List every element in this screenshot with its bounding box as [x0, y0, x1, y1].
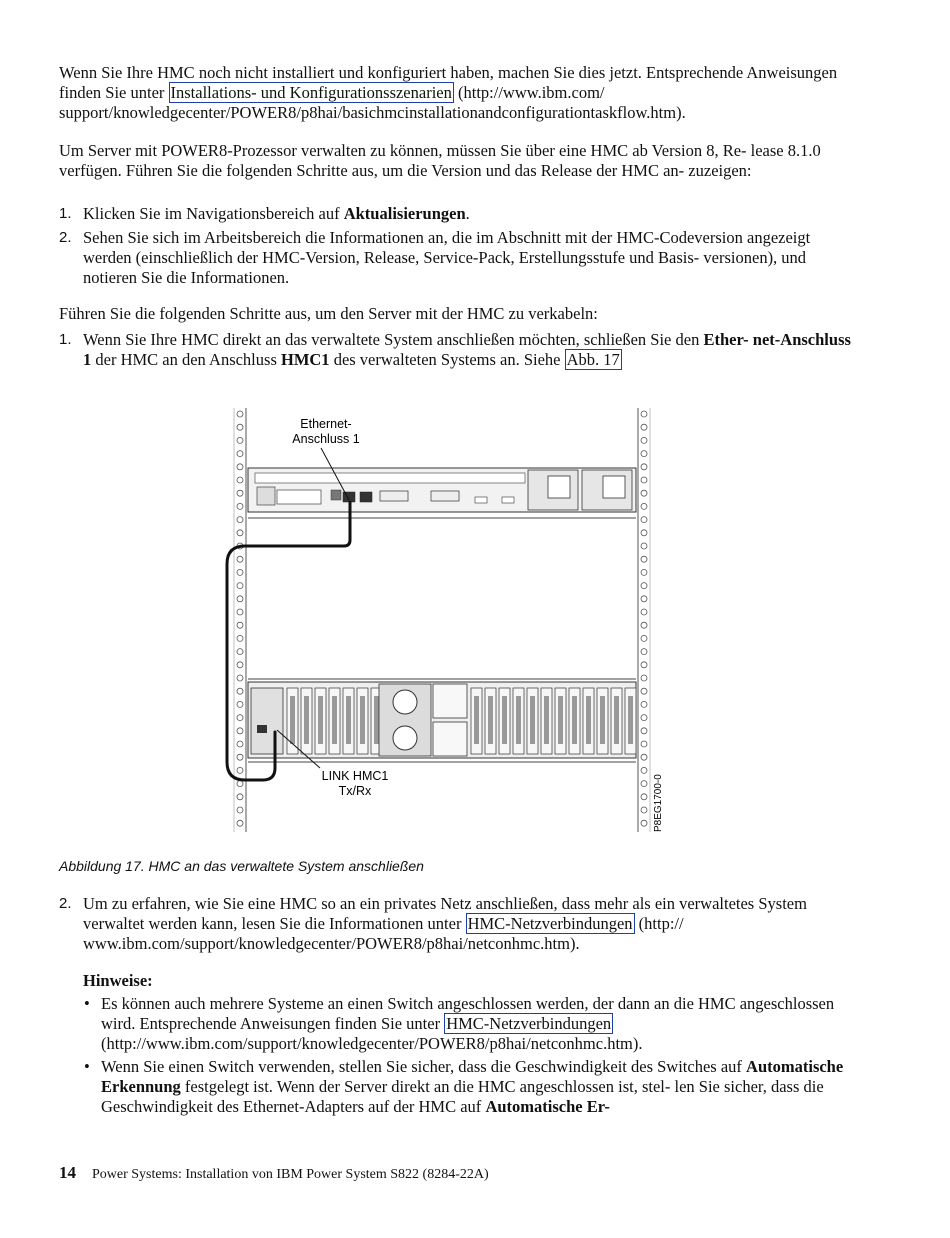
rack-hole	[237, 622, 243, 628]
rack-hole	[237, 662, 243, 668]
intro-paragraph: Wenn Sie Ihre HMC noch nicht installiert und konfiguriert haben, machen Sie dies jetzt. Entsprechende Anweisungen finden Sie unter Installations- und Konfigurationsszenarien (http://www.ibm.com/ support/knowledgecenter/POWER8/p8hai/basichmcinstallationandconfigurationtaskflow.htm).	[59, 63, 838, 122]
hmc-connection-figure	[215, 400, 675, 845]
rack-hole	[641, 596, 647, 602]
label-ethernet-1: Ethernet-	[300, 417, 352, 431]
rack-hole	[237, 556, 243, 562]
rack-rail-right	[638, 408, 650, 832]
rack-hole	[641, 781, 647, 787]
managed-system-unit	[248, 679, 636, 762]
ethernet-port-1	[343, 492, 355, 502]
rack-hole	[641, 635, 647, 641]
slot-vent	[516, 696, 521, 744]
rack-hole	[237, 490, 243, 496]
rack-hole	[237, 503, 243, 509]
rack-hole	[641, 754, 647, 760]
rack-hole	[237, 781, 243, 787]
slot-vent	[614, 696, 619, 744]
rack-hole	[641, 530, 647, 536]
list-item-b1: 1. Wenn Sie Ihre HMC direkt an das verwaltete System anschließen möchten, schließen Sie den Ether- net-Anschluss 1 der HMC an den Anschluss HMC1 des verwalteten Systems an. Siehe Abb. 17	[59, 330, 851, 369]
note-item-2: • Wenn Sie einen Switch verwenden, stellen Sie sicher, dass die Geschwindigkeit des Switches auf Automatische Erkennung festgelegt ist. Wenn der Server direkt an die HMC angeschlossen ist, stel- len Sie sicher, dass die Geschwindigkeit des Ethernet-Adapters auf der HMC auf Automatische Er-	[84, 1057, 844, 1116]
rack-hole	[641, 807, 647, 813]
rack-hole	[237, 688, 243, 694]
rack-hole	[237, 477, 243, 483]
rack-hole	[237, 767, 243, 773]
rack-hole	[641, 662, 647, 668]
slot-vent	[290, 696, 295, 744]
label-txrx: Tx/Rx	[338, 784, 372, 798]
slot-vent	[346, 696, 351, 744]
slot-vent	[544, 696, 549, 744]
rack-hole	[237, 741, 243, 747]
slot-vent	[502, 696, 507, 744]
rack-hole	[641, 609, 647, 615]
footer-title: Power Systems: Installation von IBM Power System S822 (8284-22A)	[92, 1167, 489, 1182]
rack-hole	[641, 675, 647, 681]
rack-hole	[237, 530, 243, 536]
list-item-a2: 2. Sehen Sie sich im Arbeitsbereich die Informationen an, die im Abschnitt mit der HMC-Codeversion angezeigt werden (einschließlich der HMC-Version, Release, Service-Pack, Erstellungsstufe und Basis- versionen), und notieren Sie die Informationen.	[59, 228, 811, 287]
rack-hole	[641, 741, 647, 747]
rack-hole	[641, 583, 647, 589]
rack-hole	[641, 464, 647, 470]
page-number: 14	[59, 1163, 76, 1182]
rack-hole	[641, 701, 647, 707]
link-hmc-netzverbindungen-2[interactable]: HMC-Netzverbindungen	[446, 1014, 612, 1033]
slot-vent	[530, 696, 535, 744]
rack-hole	[641, 424, 647, 430]
rack-hole	[237, 754, 243, 760]
rack-hole	[237, 728, 243, 734]
rack-hole	[641, 688, 647, 694]
rack-hole	[237, 596, 243, 602]
hmc1-port	[257, 725, 267, 733]
rack-hole	[237, 451, 243, 457]
slot-vent	[586, 696, 591, 744]
rack-hole	[641, 490, 647, 496]
figure-caption: Abbildung 17. HMC an das verwaltete System anschließen	[59, 858, 424, 874]
slot-vent	[304, 696, 309, 744]
rack-hole	[641, 451, 647, 457]
slot-vent	[488, 696, 493, 744]
rack-hole	[641, 649, 647, 655]
rack-hole	[641, 503, 647, 509]
rack-hole	[237, 437, 243, 443]
rack-hole	[237, 424, 243, 430]
rack-hole	[641, 728, 647, 734]
rack-hole	[237, 820, 243, 826]
slot-vent	[360, 696, 365, 744]
rack-hole	[641, 477, 647, 483]
figure-id: P8EG1700-0	[653, 774, 664, 832]
rack-hole	[237, 583, 243, 589]
rack-hole	[237, 411, 243, 417]
list-item-a1: 1. Klicken Sie im Navigationsbereich auf Aktualisierungen.	[59, 204, 470, 223]
rack-rail-left	[234, 408, 246, 832]
link-figure-17[interactable]: Abb. 17	[566, 350, 620, 369]
slot-vent	[318, 696, 323, 744]
rack-hole	[641, 820, 647, 826]
rack-hole	[641, 794, 647, 800]
rack-hole	[641, 517, 647, 523]
rack-hole	[237, 635, 243, 641]
rack-hole	[641, 569, 647, 575]
hmc-unit	[248, 468, 636, 518]
slot-vent	[474, 696, 479, 744]
rack-hole	[237, 675, 243, 681]
version-paragraph: Um Server mit POWER8-Prozessor verwalten zu können, müssen Sie über eine HMC ab Version 8, Re- lease 8.1.0 verfügen. Führen Sie die folgenden Schritte aus, um die Version und das Release der HMC an- zuzeigen:	[59, 141, 821, 180]
slot-vent	[332, 696, 337, 744]
label-ethernet-2: Anschluss 1	[292, 432, 360, 446]
rack-hole	[641, 767, 647, 773]
rack-hole	[237, 609, 243, 615]
slot-vent	[600, 696, 605, 744]
note-item-1: • Es können auch mehrere Systeme an einen Switch angeschlossen werden, der dann an die HMC angeschlossen wird. Entsprechende Anweisungen finden Sie unter HMC-Netzverbindungen (http://www.ibm.com/support/knowledgecenter/POWER8/p8hai/netconhmc.htm).	[84, 994, 835, 1053]
slot-vent	[628, 696, 633, 744]
rack-hole	[237, 569, 243, 575]
slot-vent	[374, 696, 379, 744]
label-link-hmc1: LINK HMC1	[321, 769, 389, 783]
notes-heading: Hinweise:	[83, 971, 153, 990]
page-footer	[59, 1163, 489, 1183]
slot-vent	[572, 696, 577, 744]
rack-hole	[641, 411, 647, 417]
link-installation-scenarios[interactable]: Installations- und Konfigurationsszenarien	[170, 83, 452, 102]
cabling-paragraph: Führen Sie die folgenden Schritte aus, um den Server mit der HMC zu verkabeln:	[59, 304, 598, 323]
rack-hole	[237, 807, 243, 813]
rack-hole	[237, 464, 243, 470]
rack-hole	[641, 556, 647, 562]
service-processor-card	[251, 688, 283, 754]
rack-hole	[237, 517, 243, 523]
list-item-b2: 2. Um zu erfahren, wie Sie eine HMC so an ein privates Netz anschließen, dass mehr als ein verwaltetes System verwaltet werden kann, lesen Sie die Informationen unter HMC-Netzverbindungen (http:// www.ibm.com/support/knowledgecenter/POWER8/p8hai/netconhmc.htm).	[59, 894, 807, 953]
slot-vent	[558, 696, 563, 744]
rack-hole	[237, 649, 243, 655]
rack-hole	[237, 701, 243, 707]
rack-hole	[641, 543, 647, 549]
link-hmc-netzverbindungen-1[interactable]: HMC-Netzverbindungen	[467, 914, 633, 933]
rack-hole	[641, 715, 647, 721]
rack-hole	[237, 715, 243, 721]
rack-hole	[641, 437, 647, 443]
rack-hole	[237, 794, 243, 800]
rack-hole	[641, 622, 647, 628]
